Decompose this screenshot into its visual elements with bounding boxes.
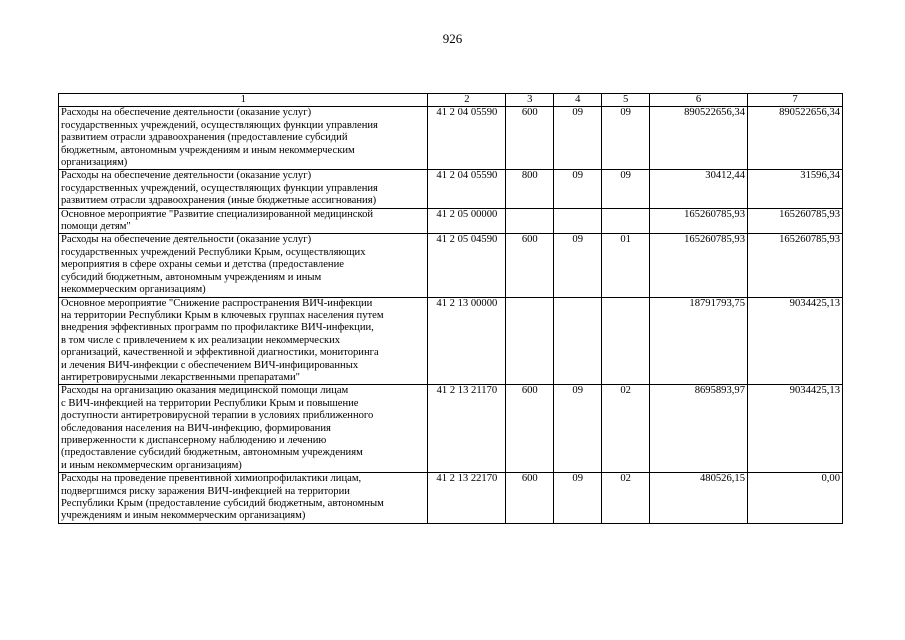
row-amount-year2: 165260785,93	[748, 208, 843, 234]
table-row	[59, 297, 843, 385]
column-header: 5	[602, 94, 650, 107]
row-amount-year1: 18791793,75	[650, 297, 748, 385]
row-amount-year2: 165260785,93	[748, 234, 843, 297]
row-section: 09	[554, 385, 602, 473]
row-description: Основное мероприятие "Развитие специализированной медицинской помощи детям"	[59, 208, 428, 234]
row-expense-type	[506, 208, 554, 234]
table-row	[59, 170, 843, 208]
row-target-article: 41 2 05 00000	[428, 208, 506, 234]
row-section: 09	[554, 107, 602, 170]
row-amount-year1: 8695893,97	[650, 385, 748, 473]
row-section	[554, 297, 602, 385]
row-amount-year1: 30412,44	[650, 170, 748, 208]
column-header: 4	[554, 94, 602, 107]
row-amount-year1: 890522656,34	[650, 107, 748, 170]
row-amount-year2: 9034425,13	[748, 297, 843, 385]
table-row	[59, 473, 843, 524]
table-row	[59, 208, 843, 234]
row-description: Расходы на обеспечение деятельности (оказание услуг) государственных учреждений Республики Крым, осуществляющих мероприятия в сфере охраны семьи и детства (предоставление субсидий бюджетным, автономным учреждениям и иным некоммерческим организациям)	[59, 234, 428, 297]
column-header: 7	[748, 94, 843, 107]
row-amount-year2: 0,00	[748, 473, 843, 524]
row-subsection: 02	[602, 385, 650, 473]
table-row	[59, 107, 843, 170]
row-subsection	[602, 208, 650, 234]
row-amount-year1: 165260785,93	[650, 234, 748, 297]
row-description: Расходы на организацию оказания медицинской помощи лицам с ВИЧ-инфекцией на территории Республики Крым и повышение доступности антиретровирусной терапии в условиях приближенного обследования населения на ВИЧ-инфекцию, формирования приверженности к диспансерному наблюдению и лечению (предоставление субсидий бюджетным, автономным учреждениям и иным некоммерческим организациям)	[59, 385, 428, 473]
table-row	[59, 234, 843, 297]
row-amount-year2: 31596,34	[748, 170, 843, 208]
row-target-article: 41 2 13 22170	[428, 473, 506, 524]
row-target-article: 41 2 04 05590	[428, 170, 506, 208]
row-target-article: 41 2 05 04590	[428, 234, 506, 297]
table-row	[59, 385, 843, 473]
row-section	[554, 208, 602, 234]
row-description: Основное мероприятие "Снижение распространения ВИЧ-инфекции на территории Республики Крым в ключевых группах населения путем внедрения эффективных программ по профилактике ВИЧ-инфекции, в том числе с привлечением к их реализации некоммерческих организаций, качественной и эффективной диагностики, мониторинга и лечения ВИЧ-инфекции с обеспечением ВИЧ-инфицированных антиретровирусными лекарственными препаратами"	[59, 297, 428, 385]
table-body	[59, 107, 843, 523]
row-expense-type	[506, 297, 554, 385]
row-subsection: 09	[602, 107, 650, 170]
row-expense-type: 600	[506, 473, 554, 524]
row-description: Расходы на обеспечение деятельности (оказание услуг) государственных учреждений, осуществляющих функции управления развитием отрасли здравоохранения (иные бюджетные ассигнования)	[59, 170, 428, 208]
row-section: 09	[554, 473, 602, 524]
row-subsection: 01	[602, 234, 650, 297]
row-target-article: 41 2 13 00000	[428, 297, 506, 385]
row-subsection: 02	[602, 473, 650, 524]
page-number: 926	[442, 31, 463, 46]
row-target-article: 41 2 04 05590	[428, 107, 506, 170]
header-row	[59, 94, 843, 107]
row-amount-year2: 9034425,13	[748, 385, 843, 473]
column-header: 2	[428, 94, 506, 107]
row-target-article: 41 2 13 21170	[428, 385, 506, 473]
row-section: 09	[554, 234, 602, 297]
row-expense-type: 600	[506, 107, 554, 170]
row-amount-year2: 890522656,34	[748, 107, 843, 170]
column-header: 1	[59, 94, 428, 107]
row-subsection: 09	[602, 170, 650, 208]
row-amount-year1: 480526,15	[650, 473, 748, 524]
row-amount-year1: 165260785,93	[650, 208, 748, 234]
row-description: Расходы на обеспечение деятельности (оказание услуг) государственных учреждений, осуществляющих функции управления развитием отрасли здравоохранения (предоставление субсидий бюджетным, автономным учреждениям и иным некоммерческим организациям)	[59, 107, 428, 170]
budget-table	[58, 93, 843, 524]
row-description: Расходы на проведение превентивной химиопрофилактики лицам, подвергшимся риску заражения ВИЧ-инфекцией на территории Республики Крым (предоставление субсидий бюджетным, автономным учреждениям и иным некоммерческим организациям)	[59, 473, 428, 524]
row-expense-type: 800	[506, 170, 554, 208]
row-expense-type: 600	[506, 234, 554, 297]
row-section: 09	[554, 170, 602, 208]
row-expense-type: 600	[506, 385, 554, 473]
column-header: 6	[650, 94, 748, 107]
row-subsection	[602, 297, 650, 385]
column-header: 3	[506, 94, 554, 107]
